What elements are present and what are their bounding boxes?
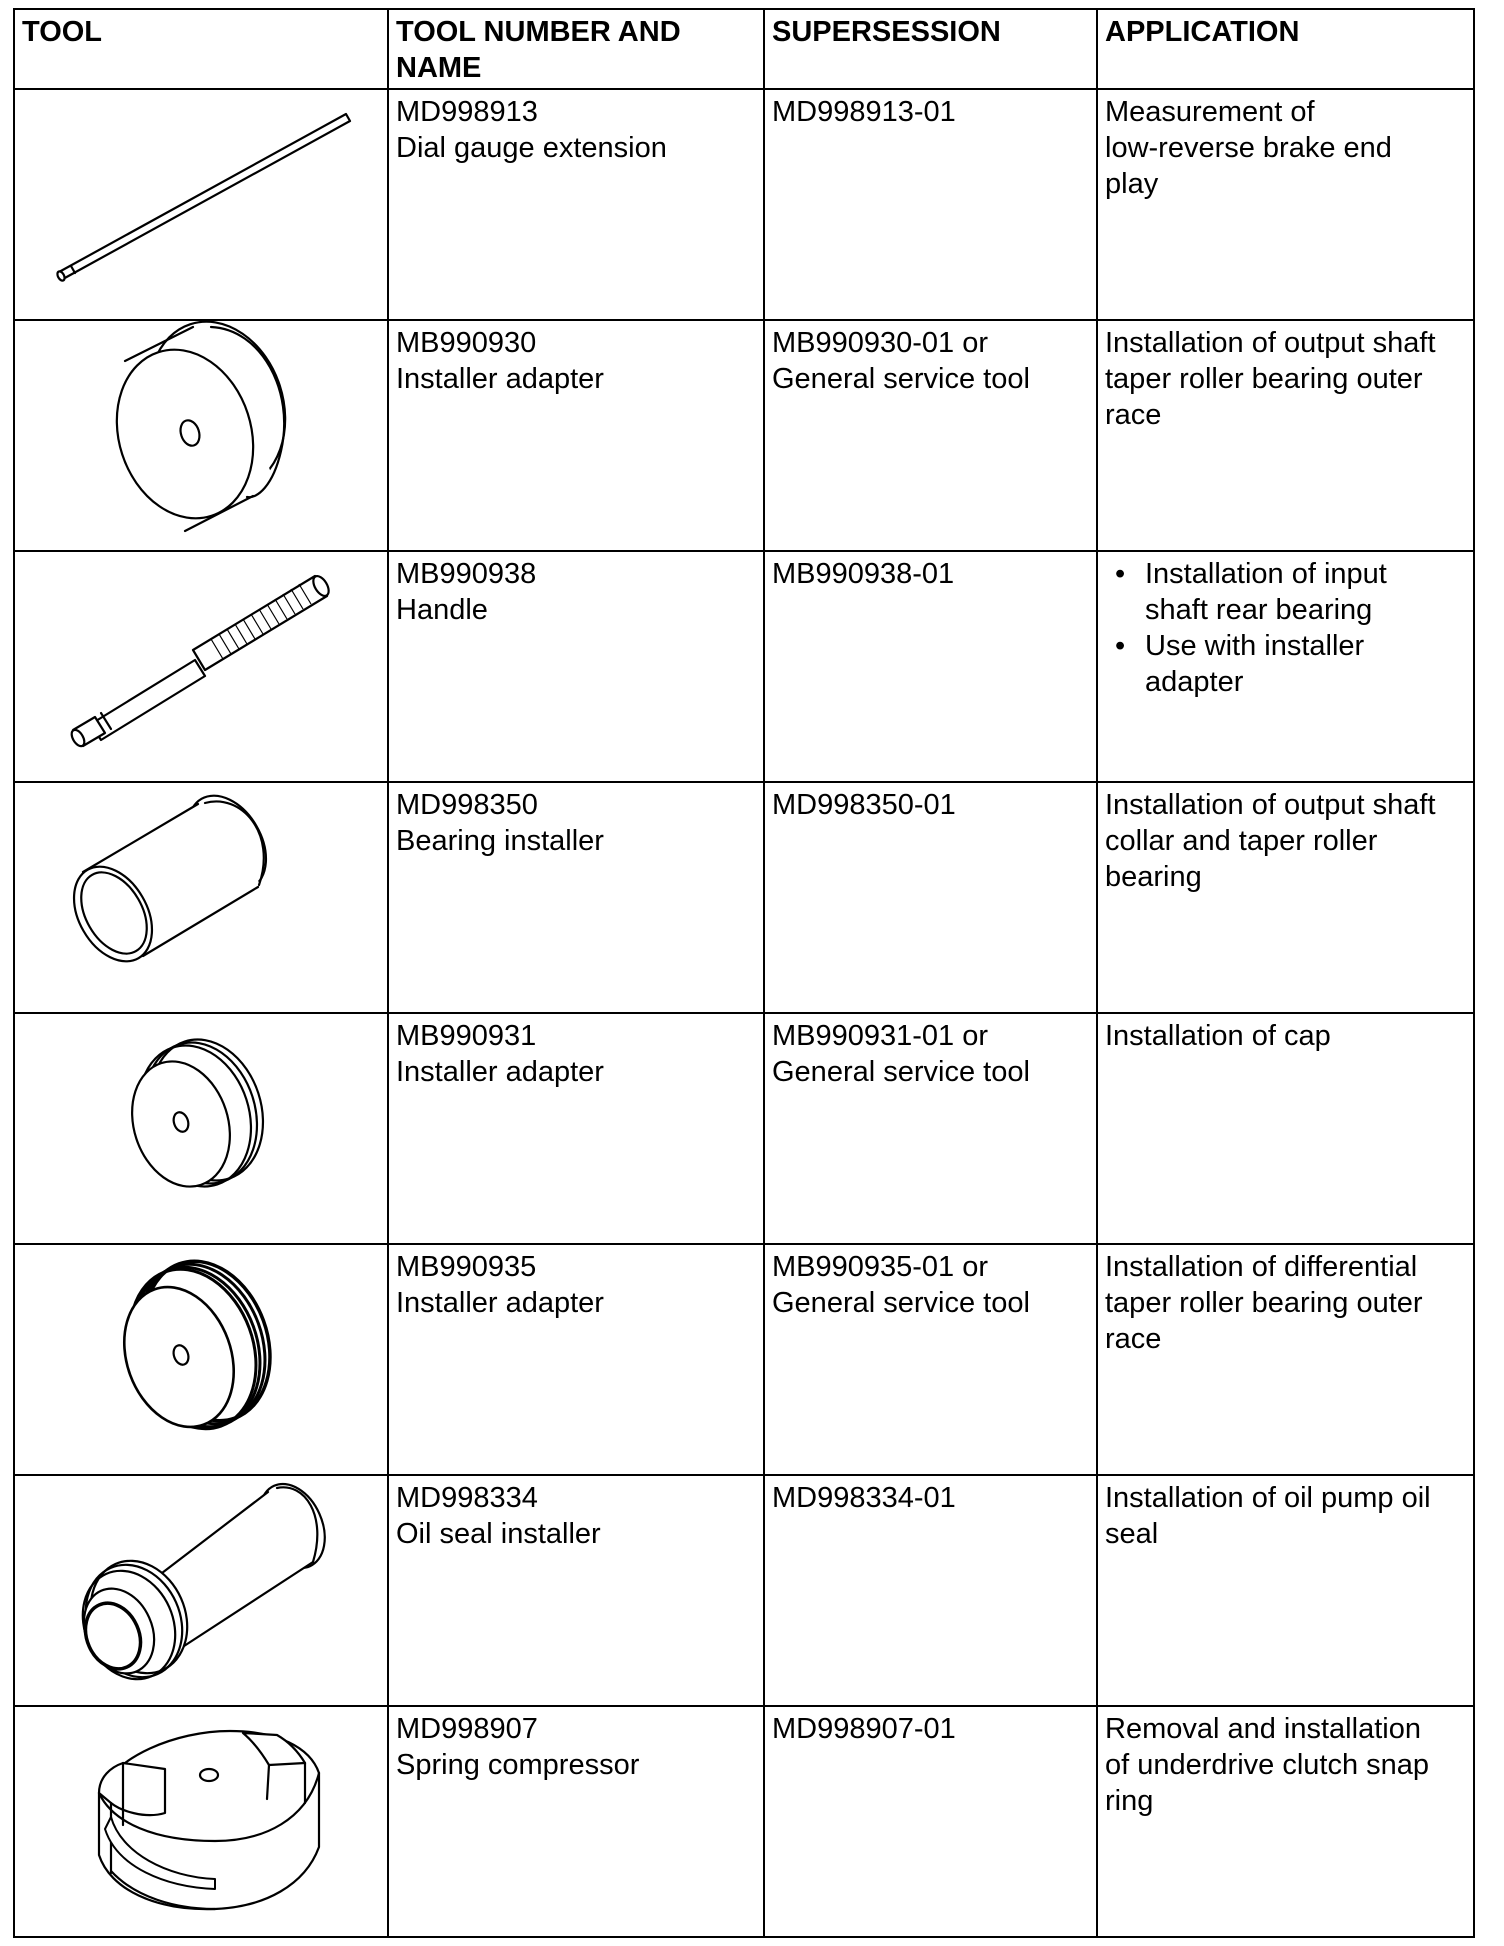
tool-illustration-cell (14, 1475, 388, 1706)
supersession-text: MB990938-01 (772, 558, 955, 590)
header-tool: TOOL (14, 9, 388, 89)
application-text: of underdrive clutch snap (1105, 1749, 1430, 1781)
tool-illustration-cell (14, 1706, 388, 1937)
table-row (14, 782, 1474, 1013)
tool-number: MD998907 (396, 1713, 538, 1745)
table-row (14, 1706, 1474, 1937)
installer-adapter-grooved-drawing (15, 1245, 389, 1476)
tool-number-name-cell (388, 782, 764, 1013)
tool-illustration-cell (14, 782, 388, 1013)
application-text: Installation of differential (1105, 1251, 1418, 1283)
tool-number-name-cell (388, 551, 764, 782)
supersession-cell (764, 782, 1097, 1013)
tool-name: Installer adapter (396, 363, 604, 395)
header-row (14, 9, 1474, 89)
supersession-cell (764, 1013, 1097, 1244)
handle-drawing (15, 552, 389, 783)
application-text: play (1105, 168, 1159, 200)
tool-name: Handle (396, 594, 488, 626)
header-supersession: SUPERSESSION (764, 9, 1097, 89)
supersession-cell (764, 1706, 1097, 1937)
supersession-text: MB990931-01 or (772, 1020, 989, 1052)
tool-name: Bearing installer (396, 825, 604, 857)
application-text: shaft rear bearing (1145, 594, 1373, 626)
supersession-cell (764, 551, 1097, 782)
application-text: collar and taper roller (1105, 825, 1378, 857)
installer-adapter-stepped-drawing (15, 1014, 389, 1245)
application-cell (1097, 782, 1474, 1013)
supersession-cell (764, 1244, 1097, 1475)
tool-name: Spring compressor (396, 1749, 640, 1781)
supersession-text: MB990930-01 or (772, 327, 989, 359)
supersession-text: General service tool (772, 363, 1030, 395)
application-cell (1097, 551, 1474, 782)
tool-illustration-cell (14, 1013, 388, 1244)
supersession-text: MD998350-01 (772, 789, 956, 821)
tool-illustration-cell (14, 551, 388, 782)
application-text: low-reverse brake end (1105, 132, 1392, 164)
installer-adapter-disc-drawing (15, 321, 389, 552)
supersession-cell (764, 1475, 1097, 1706)
tool-number: MB990935 (396, 1251, 537, 1283)
supersession-cell (764, 320, 1097, 551)
tool-illustration-cell (14, 320, 388, 551)
application-text: ring (1105, 1785, 1154, 1817)
list-item (1145, 556, 1465, 628)
supersession-cell (764, 89, 1097, 320)
tool-name: Dial gauge extension (396, 132, 667, 164)
table-row (14, 1244, 1474, 1475)
table-row (14, 1475, 1474, 1706)
application-text: race (1105, 399, 1162, 431)
tool-number: MD998913 (396, 96, 538, 128)
supersession-text: General service tool (772, 1287, 1030, 1319)
application-text: taper roller bearing outer (1105, 1287, 1423, 1319)
application-text: Installation of oil pump oil (1105, 1482, 1431, 1514)
table-row (14, 551, 1474, 782)
application-text: • Installation of input (1145, 558, 1387, 590)
application-cell (1097, 1013, 1474, 1244)
application-cell (1097, 1475, 1474, 1706)
application-text: bearing (1105, 861, 1202, 893)
tool-number-name-cell (388, 1013, 764, 1244)
supersession-text: MB990935-01 or (772, 1251, 989, 1283)
application-text: Installation of output shaft (1105, 789, 1436, 821)
special-tools-table (13, 8, 1475, 1938)
tool-number: MD998334 (396, 1482, 538, 1514)
application-text: • Use with installer (1145, 630, 1365, 662)
application-cell (1097, 1244, 1474, 1475)
spring-compressor-drawing (15, 1707, 389, 1938)
dial-gauge-extension-drawing (15, 90, 389, 321)
tool-number-name-cell (388, 320, 764, 551)
application-text: taper roller bearing outer (1105, 363, 1423, 395)
tool-number-name-cell (388, 1475, 764, 1706)
table-row (14, 89, 1474, 320)
table-row (14, 320, 1474, 551)
tool-number: MD998350 (396, 789, 538, 821)
application-text: Installation of cap (1105, 1020, 1331, 1052)
tool-number: MB990938 (396, 558, 537, 590)
application-cell (1097, 1706, 1474, 1937)
application-text: Measurement of (1105, 96, 1315, 128)
tool-name: Oil seal installer (396, 1518, 601, 1550)
application-text: seal (1105, 1518, 1159, 1550)
oil-seal-installer-drawing (15, 1476, 389, 1707)
tool-illustration-cell (14, 1244, 388, 1475)
application-text: adapter (1145, 666, 1244, 698)
tool-number-name-cell (388, 1706, 764, 1937)
header-application: APPLICATION (1097, 9, 1474, 89)
application-text: Removal and installation (1105, 1713, 1421, 1745)
supersession-text: MD998913-01 (772, 96, 956, 128)
tool-number: MB990931 (396, 1020, 537, 1052)
supersession-text: MD998334-01 (772, 1482, 956, 1514)
tool-number-name-cell (388, 1244, 764, 1475)
table-row (14, 1013, 1474, 1244)
application-cell (1097, 320, 1474, 551)
application-bullet-list (1105, 556, 1465, 700)
application-cell (1097, 89, 1474, 320)
bearing-installer-drawing (15, 783, 389, 1014)
application-text: race (1105, 1323, 1162, 1355)
tool-name: Installer adapter (396, 1056, 604, 1088)
list-item (1145, 628, 1465, 700)
tool-number-name-cell (388, 89, 764, 320)
tool-name: Installer adapter (396, 1287, 604, 1319)
supersession-text: General service tool (772, 1056, 1030, 1088)
tool-number: MB990930 (396, 327, 537, 359)
supersession-text: MD998907-01 (772, 1713, 956, 1745)
application-text: Installation of output shaft (1105, 327, 1436, 359)
tool-illustration-cell (14, 89, 388, 320)
header-tool-number-and-name: TOOL NUMBER AND NAME (388, 9, 764, 89)
